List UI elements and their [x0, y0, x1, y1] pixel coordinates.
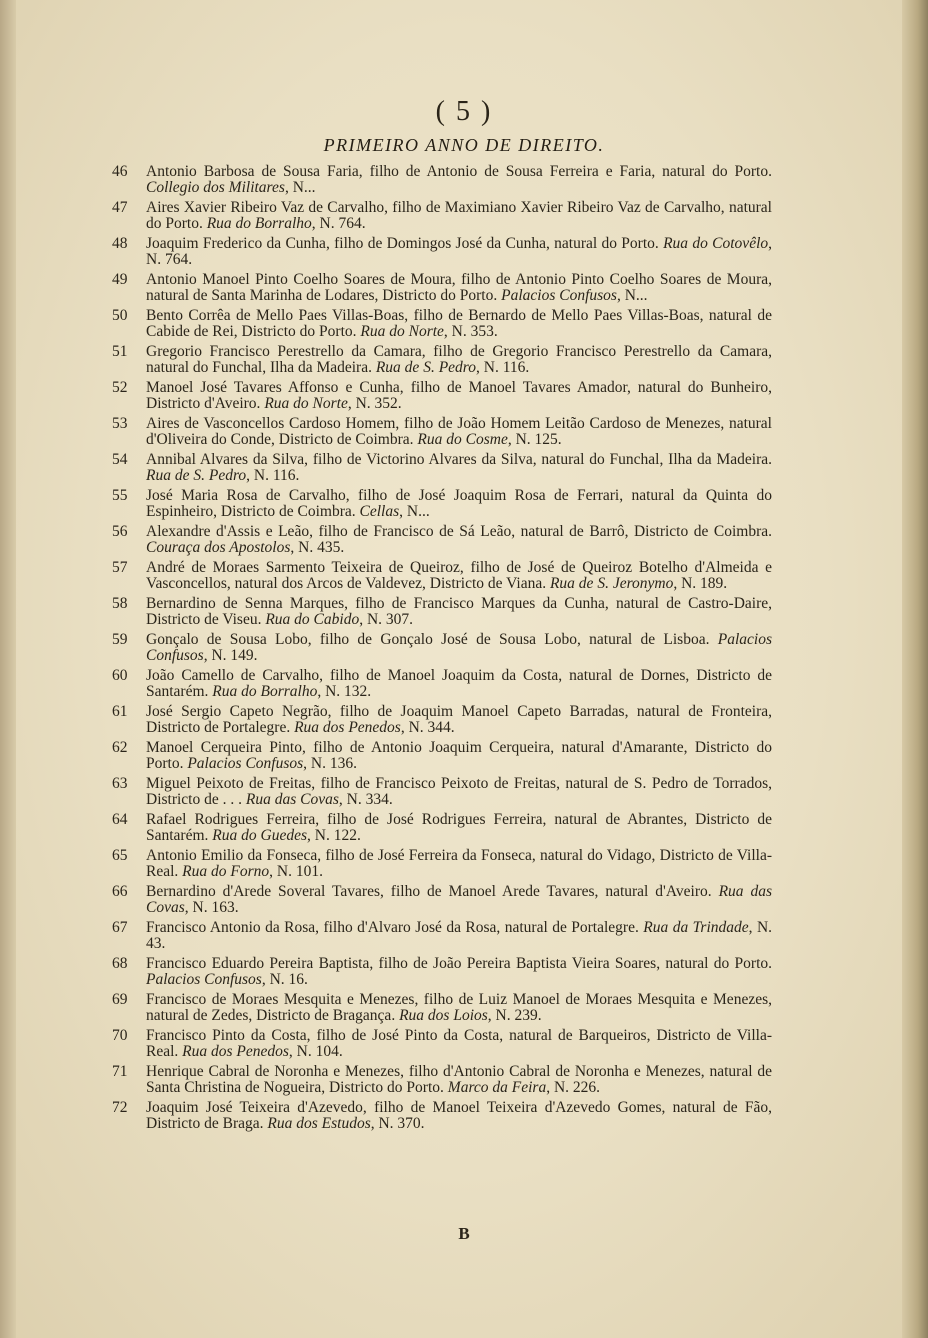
entry-address: Rua do Norte [264, 394, 348, 412]
entry-text [146, 380, 772, 411]
entry-number: 67 [112, 919, 128, 936]
list-item [112, 416, 772, 447]
list-item [112, 632, 772, 663]
list-item [112, 524, 772, 555]
list-item [112, 488, 772, 519]
list-item [112, 1064, 772, 1095]
entry-number: 60 [112, 667, 128, 684]
entry-number: 50 [112, 307, 128, 324]
entry-text [146, 1028, 772, 1059]
list-item [112, 344, 772, 375]
entry-description: João Camello de Carvalho, filho de Manoel Joaquim da Costa, natural de Dornes, Districto de Santarém. [146, 667, 772, 700]
entry-description: Annibal Alvares da Silva, filho de Victorino Alvares da Silva, natural do Funchal, Ilha da Madeira. [146, 451, 772, 468]
list-item [112, 956, 772, 987]
list-item [112, 992, 772, 1023]
entry-number: 71 [112, 1063, 128, 1080]
entry-address: Rua do Cosme [417, 430, 508, 448]
signature-mark: B [458, 1224, 470, 1243]
entry-description: Francisco Eduardo Pereira Baptista, filho de João Pereira Baptista Vieira Soares, natural do Porto. [146, 955, 772, 972]
entry-number: 56 [112, 523, 128, 540]
entry-description: Manoel Cerqueira Pinto, filho de Antonio Joaquim Cerqueira, natural d'Amarante, Districto do Porto. [146, 739, 772, 772]
entry-text [146, 416, 772, 447]
entry-address: Rua dos Loios [399, 1006, 488, 1024]
entry-description: Antonio Manoel Pinto Coelho Soares de Moura, filho de Antonio Pinto Coelho Soares de Moura, natural de Santa Marinha de Lodares, Districto do Porto. [146, 271, 772, 304]
entry-description: Francisco de Moraes Mesquita e Menezes, filho de Luiz Manoel de Moraes Mesquita e Menezes, natural de Zedes, Districto de Bragança. [146, 991, 772, 1024]
entry-text [146, 560, 772, 591]
list-item [112, 272, 772, 303]
entry-text [146, 956, 772, 987]
entry-number: 59 [112, 631, 128, 648]
entry-house-number: , N... [399, 502, 430, 520]
entry-text [146, 704, 772, 735]
entry-description: Henrique Cabral de Noronha e Menezes, filho d'Antonio Cabral de Noronha e Menezes, natural de Santa Christina de Nogueira, Districto do Porto. [146, 1063, 772, 1096]
entry-address: Rua do Borralho [206, 214, 312, 232]
entry-house-number: , N. 764. [311, 214, 366, 232]
entry-address: Rua da Trindade [643, 919, 749, 936]
entry-description: Manoel José Tavares Affonso e Cunha, filho de Manoel Tavares Amador, natural do Bunheiro, Districto d'Aveiro. [146, 379, 772, 412]
entry-house-number: , N. 101. [269, 862, 323, 880]
entry-description: Antonio Barbosa de Sousa Faria, filho de Antonio de Sousa Ferreira e Faria, natural do Porto. [146, 163, 772, 180]
entry-address: Rua das Covas [245, 790, 339, 808]
entry-number: 54 [112, 451, 128, 468]
entry-description: Rafael Rodrigues Ferreira, filho de José Rodrigues Ferreira, natural de Abrantes, Districto de Santarém. [146, 811, 772, 844]
entry-description: Joaquim José Teixeira d'Azevedo, filho de Manoel Teixeira d'Azevedo Gomes, natural de Fão, Districto de Braga. [146, 1099, 772, 1132]
entry-text [146, 596, 772, 627]
entry-text [146, 920, 772, 951]
list-item [112, 920, 772, 951]
list-item [112, 200, 772, 231]
list-item [112, 1100, 772, 1131]
entry-house-number: , N. 189. [673, 574, 728, 592]
entry-description: Francisco Antonio da Rosa, filho d'Alvaro José da Rosa, natural de Portalegre. [146, 919, 639, 936]
entry-number: 65 [112, 847, 128, 864]
list-item [112, 236, 772, 267]
entry-text [146, 200, 772, 231]
page-edge [902, 0, 928, 1338]
entry-address: Rua do Norte [360, 322, 444, 340]
entry-number: 58 [112, 595, 128, 612]
entry-text [146, 848, 772, 879]
entry-number: 47 [112, 199, 128, 216]
entry-text [146, 632, 772, 663]
entry-house-number: , N. 239. [487, 1006, 542, 1024]
entry-address: Rua do Guedes [212, 826, 307, 844]
entry-text [146, 1064, 772, 1095]
entry-description: Gonçalo de Sousa Lobo, filho de Gonçalo José de Sousa Lobo, natural de Lisboa. [146, 631, 710, 648]
entry-description: Aires Xavier Ribeiro Vaz de Carvalho, filho de Maximiano Xavier Ribeiro Vaz de Carvalho, natural do Porto. [146, 199, 772, 232]
entry-address: Palacios Confusos [187, 754, 304, 772]
entry-address: Rua das Covas [146, 883, 773, 916]
entry-description: Bento Corrêa de Mello Paes Villas-Boas, filho de Bernardo de Mello Paes Villas-Boas, natural de Cabide de Rei, Districto do Porto. [146, 307, 772, 340]
entry-number: 46 [112, 163, 128, 180]
entry-number: 72 [112, 1099, 128, 1116]
entry-address: Rua de S. Jeronymo [549, 574, 674, 592]
entry-number: 63 [112, 775, 128, 792]
list-item [112, 1028, 772, 1059]
list-item [112, 848, 772, 879]
entry-house-number: , N. 136. [303, 754, 357, 772]
entry-house-number: , N. 352. [347, 394, 402, 412]
entry-address: Cellas [359, 502, 400, 520]
entry-number: 64 [112, 811, 128, 828]
list-item [112, 812, 772, 843]
entry-address: Marco da Feira [447, 1078, 547, 1096]
entry-address: Palacios Confusos [501, 286, 617, 304]
list-item [112, 308, 772, 339]
entry-address: Rua dos Penedos [182, 1042, 289, 1060]
entry-address: Rua do Forno [182, 862, 270, 880]
entry-text [146, 164, 772, 195]
entry-house-number: , N. 132. [317, 682, 372, 700]
entry-number: 66 [112, 883, 128, 900]
entry-description: Joaquim Frederico da Cunha, filho de Domingos José da Cunha, natural do Porto. [146, 235, 659, 252]
entry-house-number: , N. 226. [546, 1078, 601, 1096]
entry-text [146, 812, 772, 843]
entry-text [146, 344, 772, 375]
entry-house-number: , N. 122. [307, 826, 361, 844]
entry-text [146, 884, 772, 915]
entry-text [146, 308, 772, 339]
list-item [112, 776, 772, 807]
entry-address: Collegio dos Militares [146, 178, 285, 196]
entry-number: 51 [112, 343, 128, 360]
entry-description: Francisco Pinto da Costa, filho de José Pinto da Costa, natural de Barqueiros, Districto de Villa-Real. [146, 1027, 772, 1060]
entry-address: Rua do Cabido [265, 610, 360, 628]
entry-number: 49 [112, 271, 128, 288]
list-item [112, 884, 772, 915]
entry-number: 52 [112, 379, 128, 396]
entry-number: 68 [112, 955, 128, 972]
list-item [112, 596, 772, 627]
entry-description: Miguel Peixoto de Freitas, filho de Francisco Peixoto de Freitas, natural de S. Pedro de Torrados, Districto de . . . [146, 775, 772, 808]
entry-number: 57 [112, 559, 128, 576]
entry-house-number: , N... [284, 178, 316, 196]
entry-house-number: , N. 353. [443, 322, 498, 340]
entry-address: Rua de S. Pedro [146, 466, 247, 484]
list-item [112, 380, 772, 411]
entry-description: Bernardino d'Arede Soveral Tavares, filho de Manoel Arede Tavares, natural d'Aveiro. [146, 883, 712, 900]
entry-text [146, 524, 772, 555]
entry-house-number: , N. 344. [400, 718, 455, 736]
entry-text [146, 488, 772, 519]
entry-house-number: , N. 104. [288, 1042, 343, 1060]
entry-text [146, 236, 772, 267]
page-number: ( 5 ) [435, 96, 493, 127]
entry-number: 48 [112, 235, 128, 252]
entry-address: Rua dos Penedos [294, 718, 401, 736]
entry-description: Aires de Vasconcellos Cardoso Homem, filho de João Homem Leitão Cardoso de Menezes, natural d'Oliveira do Conde, Districto de Coimbra. [146, 415, 772, 448]
list-item [112, 704, 772, 735]
entry-text [146, 1100, 772, 1131]
list-item [112, 452, 772, 483]
entry-number: 55 [112, 487, 128, 504]
page-binding [0, 0, 16, 1338]
student-list [112, 164, 772, 1136]
entry-house-number: , N... [616, 286, 648, 304]
entry-address: Palacios Confusos [146, 970, 262, 988]
entry-house-number: , N. 435. [290, 538, 345, 556]
entry-address: Palacios Confusos [146, 631, 772, 664]
entry-number: 62 [112, 739, 128, 756]
entry-house-number: , N. 16. [261, 970, 308, 988]
entry-house-number: , N. 125. [507, 430, 562, 448]
entry-text [146, 272, 772, 303]
entry-text [146, 740, 772, 771]
entry-address: Rua do Cotovêlo [663, 235, 769, 252]
entry-house-number: , N. 370. [370, 1114, 425, 1132]
list-item [112, 164, 772, 195]
entry-text [146, 452, 772, 483]
list-item [112, 740, 772, 771]
entry-address: Rua dos Estudos [267, 1114, 371, 1132]
entry-text [146, 776, 772, 807]
entry-number: 70 [112, 1027, 128, 1044]
entry-text [146, 992, 772, 1023]
entry-house-number: , N. 116. [476, 358, 530, 376]
entry-description: Gregorio Francisco Perestrello da Camara, filho de Gregorio Francisco Perestrello da Camara, natural do Funchal, Ilha da Madeira. [146, 343, 772, 376]
entry-description: José Maria Rosa de Carvalho, filho de José Joaquim Rosa de Ferrari, natural da Quinta do Espinheiro, Districto de Coimbra. [146, 487, 772, 520]
entry-number: 53 [112, 415, 128, 432]
entry-house-number: , N. 334. [338, 790, 393, 808]
entry-number: 69 [112, 991, 128, 1008]
entry-address: Rua do Borralho [212, 682, 318, 700]
entry-number: 61 [112, 703, 128, 720]
entry-description: Bernardino de Senna Marques, filho de Francisco Marques da Cunha, natural de Castro-Daire, Districto de Viseu. [146, 595, 772, 628]
page-heading: PRIMEIRO ANNO DE DIREITO. [323, 135, 605, 155]
entry-house-number: , N. 43. [146, 919, 773, 952]
entry-address: Couraça dos Apostolos [146, 538, 291, 556]
entry-description: José Sergio Capeto Negrão, filho de Joaquim Manoel Capeto Barradas, natural de Fronteira, Districto de Portalegre. [146, 703, 772, 736]
entry-house-number: , N. 149. [203, 646, 258, 664]
list-item [112, 668, 772, 699]
entry-address: Rua de S. Pedro [375, 358, 476, 376]
entry-text [146, 668, 772, 699]
entry-house-number: , N. 116. [246, 466, 300, 484]
entry-description: Antonio Emilio da Fonseca, filho de José Ferreira da Fonseca, natural do Vidago, Districto de Villa-Real. [146, 847, 772, 880]
entry-description: Alexandre d'Assis e Leão, filho de Francisco de Sá Leão, natural de Barrô, Districto de Coimbra. [146, 523, 772, 540]
list-item [112, 560, 772, 591]
entry-house-number: , N. 163. [184, 898, 239, 916]
entry-house-number: , N. 764. [146, 235, 773, 268]
entry-description: André de Moraes Sarmento Teixeira de Queiroz, filho de José de Queiroz Botelho d'Almeida e Vasconcellos, natural dos Arcos de Valdevez, Districto de Viana. [146, 559, 772, 592]
entry-house-number: , N. 307. [359, 610, 414, 628]
